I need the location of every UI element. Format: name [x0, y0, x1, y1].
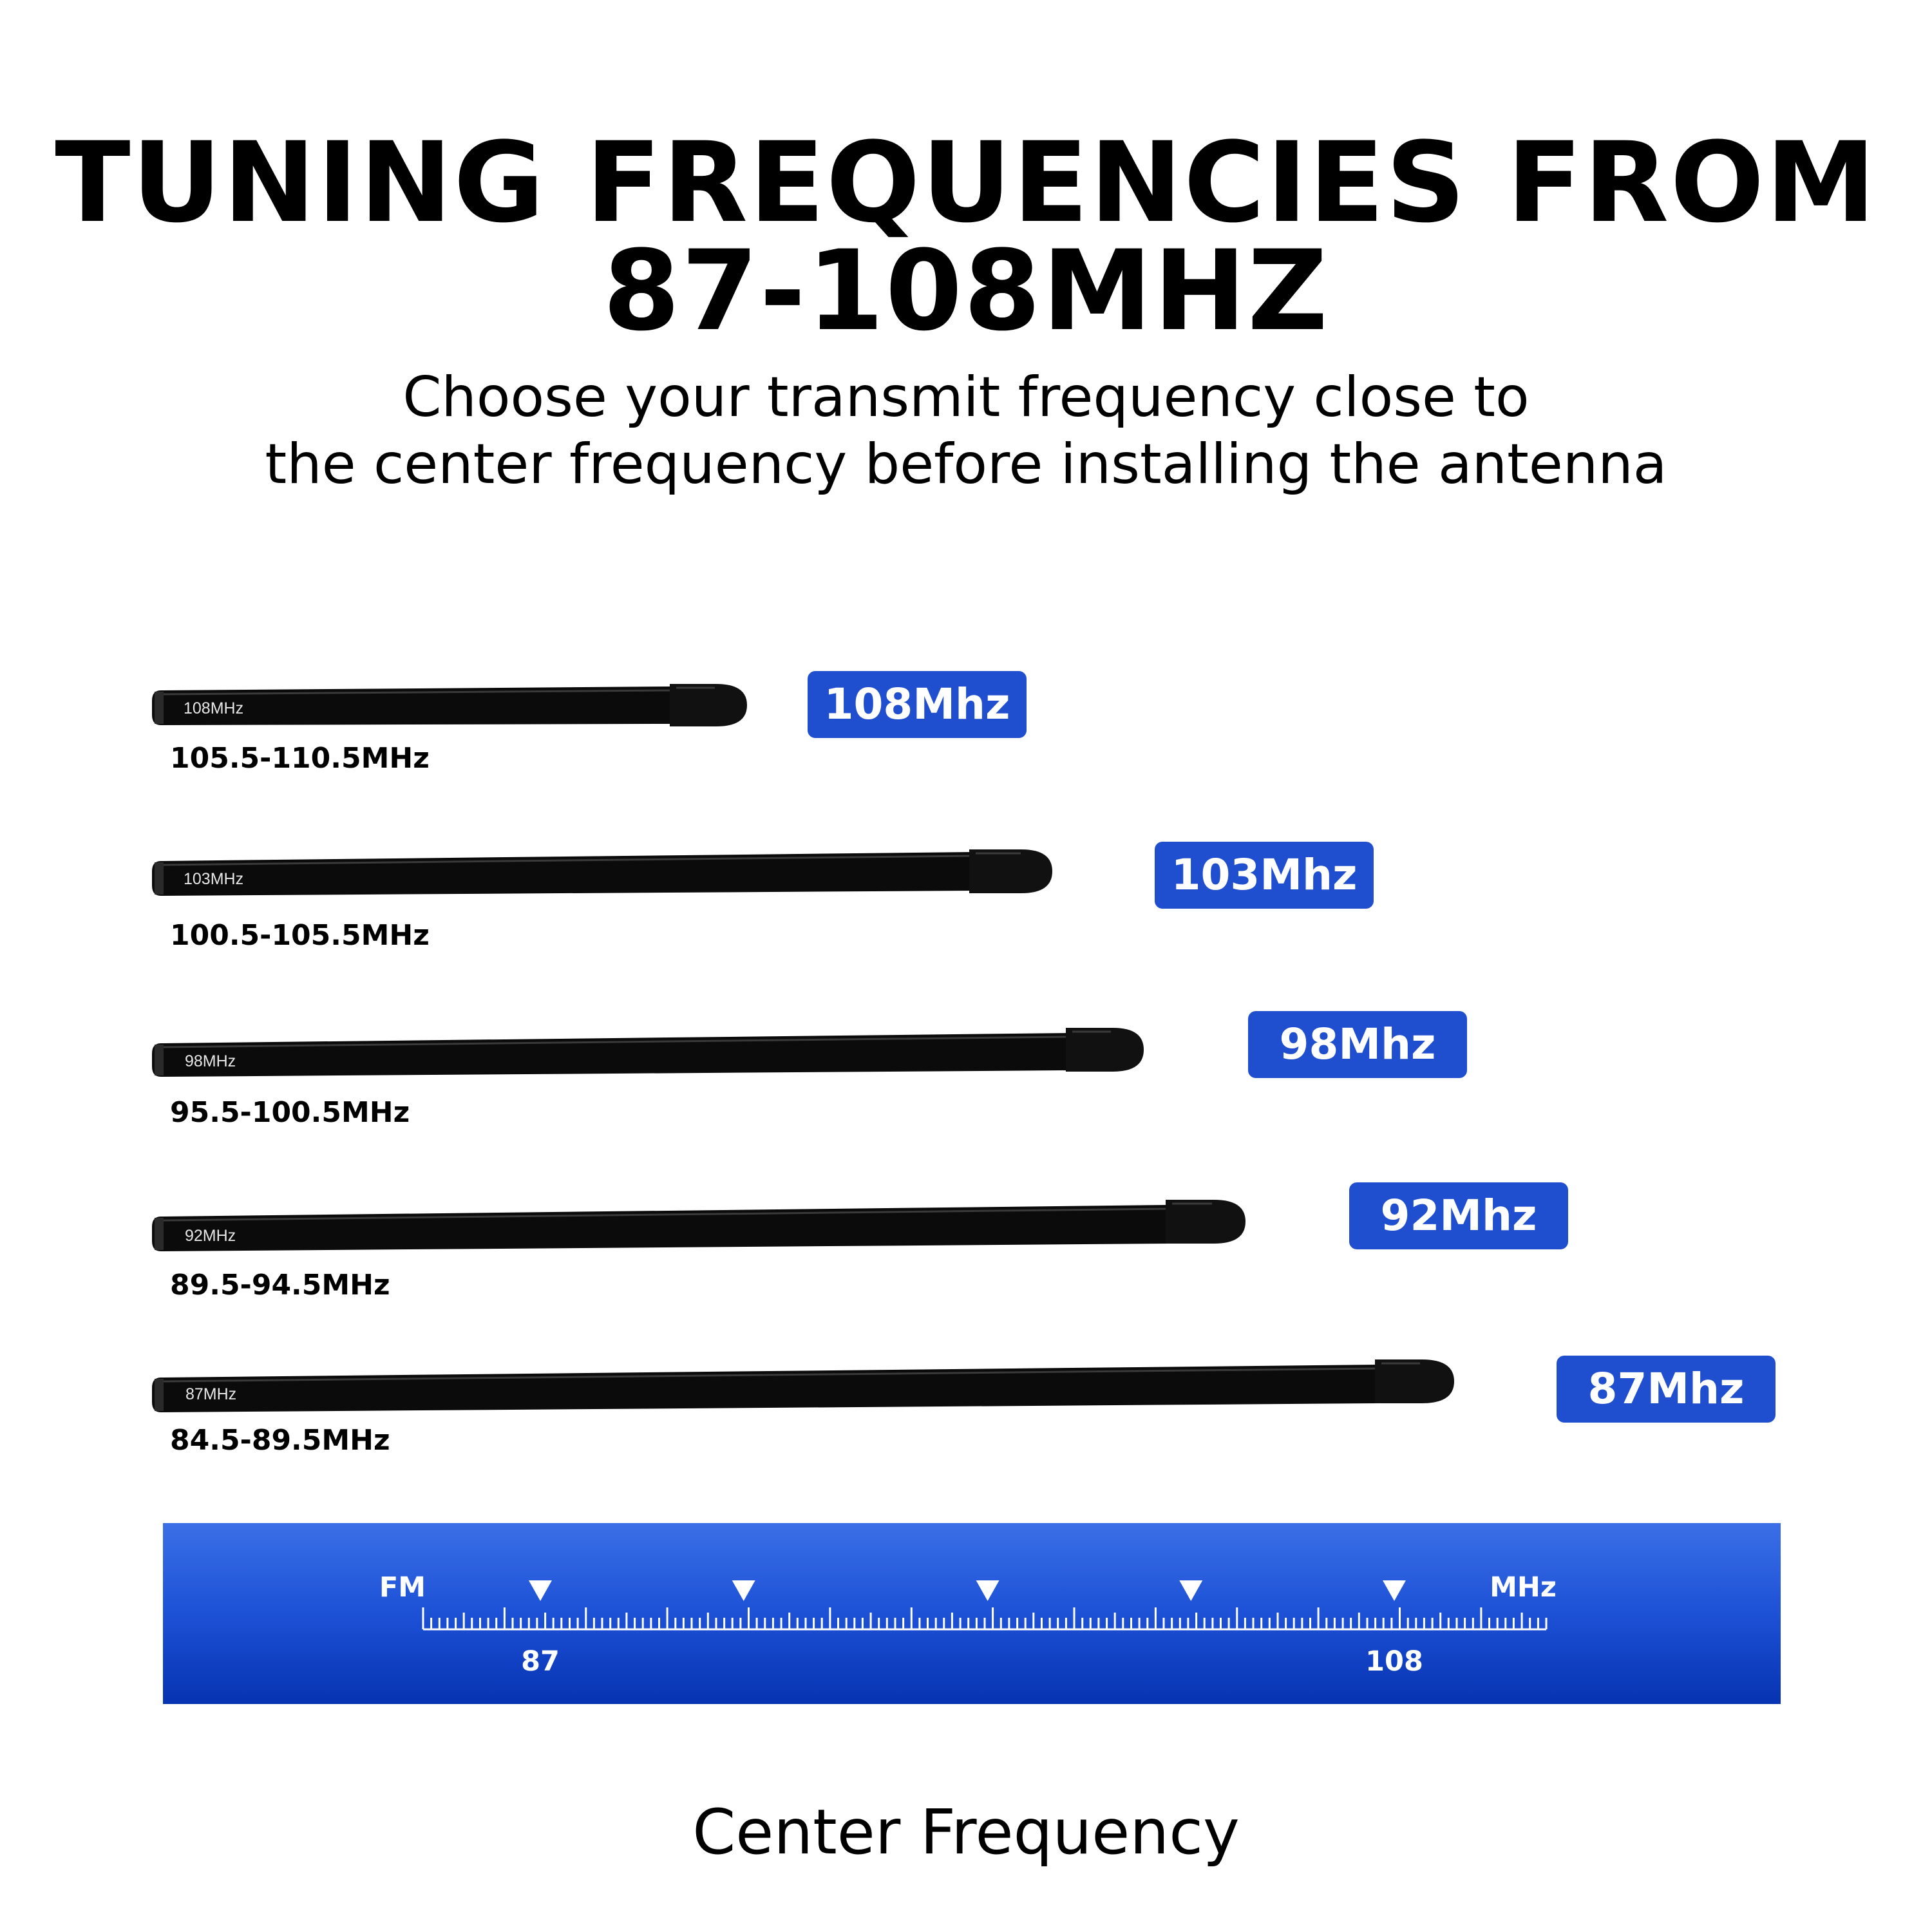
- frequency-marker-icon: [732, 1580, 755, 1601]
- center-frequency-badge: 98Mhz: [1248, 1011, 1467, 1078]
- frequency-marker-icon: [1179, 1580, 1202, 1601]
- antenna-rod-icon: [0, 847, 1095, 905]
- antenna-rod-icon: [0, 1356, 1481, 1414]
- frequency-range-label: 105.5-110.5MHz: [170, 742, 430, 775]
- frequency-marker-icon: [1383, 1580, 1406, 1601]
- subtitle-line-2: the center frequency before installing the antenna: [265, 432, 1667, 497]
- antenna-rod-icon: [0, 1195, 1262, 1253]
- antenna-marking: 103MHz: [184, 870, 244, 888]
- title-line-2: 87-108MHZ: [603, 226, 1329, 355]
- center-frequency-badge: 87Mhz: [1557, 1356, 1776, 1423]
- page-title: [0, 118, 1932, 355]
- title-line-1: TUNING FREQUENCIES FROM: [55, 118, 1877, 247]
- antenna-marking: 87MHz: [185, 1385, 237, 1403]
- center-frequency-caption: Center Frequency: [692, 1796, 1240, 1868]
- tuning-dial: [163, 1523, 1781, 1704]
- scale-end-label: 108: [1365, 1645, 1423, 1678]
- subtitle-line-1: Choose your transmit frequency close to: [402, 365, 1530, 430]
- antenna-rod-icon: [0, 683, 773, 741]
- scale-ticks: [423, 1607, 1546, 1629]
- antenna-marking: 92MHz: [185, 1227, 236, 1245]
- antenna-rod-icon: [0, 1024, 1159, 1082]
- frequency-range-label: 100.5-105.5MHz: [170, 919, 430, 952]
- center-frequency-badge: 108Mhz: [808, 671, 1027, 738]
- frequency-range-label: 84.5-89.5MHz: [170, 1424, 390, 1457]
- page-subtitle: [0, 364, 1932, 498]
- frequency-range-label: 95.5-100.5MHz: [170, 1096, 410, 1129]
- frequency-marker-icon: [529, 1580, 552, 1601]
- frequency-range-label: 89.5-94.5MHz: [170, 1269, 390, 1302]
- frequency-marker-icon: [976, 1580, 999, 1601]
- center-frequency-badge: 92Mhz: [1349, 1182, 1568, 1249]
- scale-band-label: FM: [379, 1571, 426, 1604]
- scale-start-label: 87: [521, 1645, 560, 1678]
- antenna-marking: 98MHz: [185, 1052, 236, 1070]
- antenna-marking: 108MHz: [184, 699, 244, 717]
- center-frequency-badge: 103Mhz: [1155, 842, 1374, 909]
- scale-unit-label: MHz: [1490, 1571, 1557, 1604]
- scale-markers: [529, 1580, 1406, 1601]
- fm-tuning-scale: [163, 1523, 1781, 1704]
